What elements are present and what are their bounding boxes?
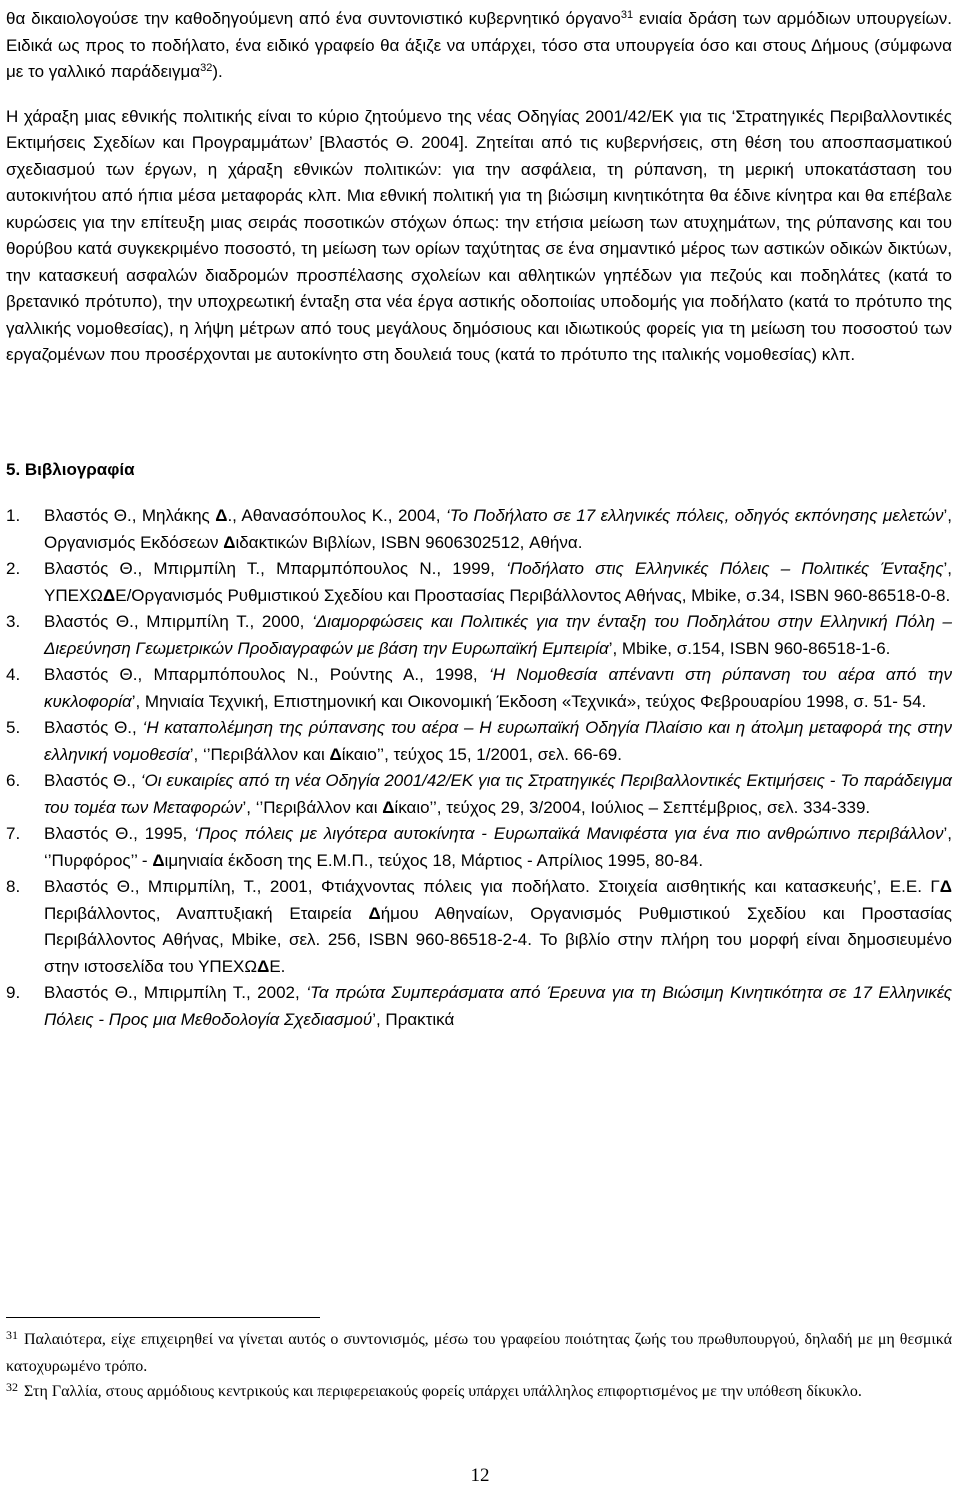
footnote-31 [6, 1327, 952, 1379]
bibliography-item [6, 874, 952, 980]
bibliography-number: 8. [6, 877, 21, 896]
bibliography-item: 5. Βλαστός Θ., ‘Η καταπολέμηση της ρύπανσης του αέρα – Η ευρωπαϊκή Οδηγία Πλαίσιο και η άτολμη μεταφορά της στην ελληνική νομοθεσία’, ‘’Περιβάλλον και Δίκαιο’’, τεύχος 15, 1/2001, σελ. 66-69. [6, 715, 952, 768]
bib-title: Τα πρώτα Συμπεράσματα από Έρευνα για τη Βιώσιμη Κινητικότητα σε 17 Ελληνικές Πόλεις - Προς μια Μεθοδολογία Σχεδιασμού [44, 983, 953, 1029]
footnote-separator [6, 1317, 320, 1318]
bib-bold-char: Δ [257, 956, 270, 976]
bib-text: ιμηνιαία έκδοση της Ε.Μ.Π., τεύχος 18, Μάρτιος - Απρίλιος 1995, 80-84. [164, 850, 704, 870]
bib-text: ίκαιο’’, τεύχος 15, 1/2001, σελ. 66-69. [341, 744, 622, 764]
bibliography-item: 7. Βλαστός Θ., 1995, ‘Προς πόλεις με λιγότερα αυτοκίνητα - Ευρωπαϊκά Μανιφέστα για ένα πιο ανθρώπινο περιβάλλον’, ‘’Πυρφόρος’’ - Διμηνιαία έκδοση της Ε.Μ.Π., τεύχος 18, Μάρτιος - Απρίλιος 1995, 80-84. [6, 821, 952, 874]
bibliography-item: 6. Βλαστός Θ., ‘Οι ευκαιρίες από τη νέα Οδηγία 2001/42/ΕΚ για τις Στρατηγικές Περιβαλλοντικές Εκτιμήσεις - Το παράδειγμα του τομέα των Μεταφορών’, ‘’Περιβάλλον και Δίκαιο’’, τεύχος 29, 3/2004, Ιούλιος – Σεπτέμβριος, σελ. 334-339. [6, 768, 952, 821]
bib-text: Βλαστός Θ., [44, 771, 141, 790]
bib-bold-char: Δ [223, 532, 236, 552]
bib-text: ’, Mbike, σ.154, ISBN 960-86518-1-6. [608, 638, 891, 658]
bib-text: Βλαστός Θ., Μηλάκης [44, 506, 216, 525]
bib-bold-char: Δ [368, 903, 381, 923]
intro-text-a: θα δικαιολογούσε την καθοδηγούμενη από ένα συντονιστικό κυβερνητικό όργανο [6, 9, 621, 28]
bib-title: Η Νομοθεσία απέναντι στη ρύπανση του αέρα από την κυκλοφορία [44, 665, 952, 711]
footnote-ref-31[interactable]: 31 [620, 9, 634, 21]
bib-text: ’, Μηνιαία Τεχνική, Επιστημονική και Οικονομική Έκδοση «Τεχνικά», τεύχος Φεβρουαρίου 1998, σ. 51- 54. [131, 691, 927, 711]
bib-text: ’, ‘’Περιβάλλον και [242, 797, 383, 817]
bibliography-number: 1. [6, 506, 21, 525]
bib-text: ’, ‘’Πυρφόρος’’ - [44, 824, 952, 870]
bibliography-number: 3. [6, 612, 21, 631]
bib-text: ’, ΥΠΕΧΩ [44, 559, 953, 605]
bib-text: Ε/Οργανισμός Ρυθμιστικού Σχεδίου και Προστασίας Περιβάλλοντος Αθήνας, Mbike, σ.34, ISBN 960-86518-0-8. [115, 585, 951, 605]
bib-text: Βλαστός Θ., Μπιρμπίλη, Τ., 2001, Φτιάχνοντας πόλεις για ποδήλατο. Στοιχεία αισθητικής και κατασκευής’, Ε.Ε. Γ [44, 877, 940, 896]
bib-title: Το Ποδήλατο σε 17 ελληνικές πόλεις, οδηγός εκπόνησης μελετών [449, 506, 944, 525]
bibliography-list [6, 503, 952, 1033]
bib-text: ιδακτικών Βιβλίων, ISBN 9606302512, Αθήνα. [235, 532, 583, 552]
bib-text: Βλαστός Θ., Μπιρμπίλη Τ., 2000, [44, 612, 313, 631]
intro-paragraph [6, 6, 952, 86]
intro-text-b: ενιαία δράση των αρμόδιων υπουργείων. Ειδικά ως προς το ποδήλατο, ένα ειδικό γραφείο θα άξιζε να υπάρχει, τόσο στα υπουργεία όσο και στους Δήμους (σύμφωνα με το γαλλικό παράδειγμα [6, 9, 952, 81]
bib-text: ήμου Αθηναίων, Οργανισμός Ρυθμιστικού Σχεδίου και Προστασίας Περιβάλλοντος Αθήνας, Mbike, σελ. 256, ISBN 960-86518-2-4. Το βιβλίο στην πλήρη του μορφή είναι δημοσιευμένο στην ιστοσελίδα του ΥΠΕΧΩ [44, 903, 953, 976]
bib-text: ίκαιο’’, τεύχος 29, 3/2004, Ιούλιος – Σεπτέμβριος, σελ. 334-339. [394, 797, 871, 817]
bib-bold-char: Δ [329, 744, 342, 764]
bib-title: Ποδήλατο στις Ελληνικές Πόλεις – Πολιτικές Ένταξης [509, 559, 944, 578]
bib-text: Περιβάλλοντος, Αναπτυξιακή Εταιρεία [44, 903, 369, 923]
bib-bold-char: Δ [103, 585, 116, 605]
bib-bold-char: Δ [215, 506, 228, 525]
main-paragraph: Η χάραξη μιας εθνικής πολιτικής είναι το κύριο ζητούμενο της νέας Οδηγίας 2001/42/ΕΚ για τις ‘Στρατηγικές Περιβαλλοντικές Εκτιμήσεις Σχεδίων και Προγραμμάτων’ [Βλαστός Θ. 2004]. Ζητείται από τις κυβερνήσεις, στη θέση του αποσπασματικού σχεδιασμού των έργων, η χάραξη εθνικών πολιτικών: για την ασφάλεια, τη ρύπανση, τη μερική υποκατάσταση του αυτοκινήτου από ήπια μέσα μεταφοράς κλπ. Μια εθνική πολιτική για τη βιώσιμη κινητικότητα θα έδινε κίνητρα και θα επέβαλε κυρώσεις για την επίτευξη μιας σειράς ποσοτικών στόχων όπως: την ετήσια μείωση των ατυχημάτων, της ρύπανσης και του θορύβου κατά συγκεκριμένο ποσοστό, τη μείωση των ορίων ταχύτητας σε ένα σημαντικό μέρος των αστικών οδικών δικτύων, την κατασκευή ασφαλών διαδρομών προσπέλασης σχολείων και αθλητικών γηπέδων για πεζούς και ποδηλάτες (κατά το βρετανικό πρότυπο), την υποχρεωτική ένταξη στα νέα έργα αστικής οδοποιίας υποδομής για ποδήλατο (κατά το πρότυπο της γαλλικής νομοθεσίας), η λήψη μέτρων από τους μεγάλους δημόσιους και ιδιωτικούς φορείς για τη μείωση του ποσοστού των εργαζομένων που προσέρχονται με αυτοκίνητο στη δουλειά τους (κατά το πρότυπο της ιταλικής νομοθεσίας) κλπ. [6, 106, 952, 364]
bibliography-number: 2. [6, 559, 21, 578]
footnotes [6, 1327, 952, 1406]
bib-bold-char: Δ [152, 850, 165, 870]
footnote-32 [6, 1379, 952, 1406]
bib-text: ., Αθανασόπουλος Κ., 2004, [227, 506, 446, 525]
bib-text: Βλαστός Θ., Μπιρμπίλη Τ., 2002, [44, 983, 307, 1002]
footnote-number: 32 [6, 1380, 18, 1394]
bib-title: Οι ευκαιρίες από τη νέα Οδηγία 2001/42/ΕΚ για τις Στρατηγικές Περιβαλλοντικές Εκτιμήσεις - Το παράδειγμα του τομέα των Μεταφορών [44, 771, 952, 817]
bib-text: Βλαστός Θ., [44, 718, 143, 737]
bib-bold-char: Δ [939, 877, 952, 896]
footnote-text: Στη Γαλλία, στους αρμόδιους κεντρικούς και περιφερειακούς φορείς υπάρχει υπάλληλος επιφορτισμένος με την υπόθεση δίκυκλο. [24, 1383, 862, 1400]
bib-text: ’, Οργανισμός Εκδόσεων [44, 506, 952, 552]
section-heading: 5. Βιβλιογραφία [6, 459, 135, 479]
bib-text: ’, ‘’Περιβάλλον και [189, 744, 330, 764]
bibliography-item: 4. Βλαστός Θ., Μπαρμπόπουλος Ν., Ρούντης Α., 1998, ‘Η Νομοθεσία απέναντι στη ρύπανση του αέρα από την κυκλοφορία’, Μηνιαία Τεχνική, Επιστημονική και Οικονομική Έκδοση «Τεχνικά», τεύχος Φεβρουαρίου 1998, σ. 51- 54. [6, 662, 952, 715]
bib-text: Βλαστός Θ., Μπιρμπίλη Τ., Μπαρμπόπουλος Ν., 1999, [44, 559, 507, 578]
bib-title: Διαμορφώσεις και Πολιτικές για την ένταξη του Ποδηλάτου στην Ελληνική Πόλη – Διερεύνηση Γεωμετρικών Προδιαγραφών με βάση την Ευρωπαϊκή Εμπειρία [44, 612, 952, 658]
bib-text: ’, Πρακτικά [372, 1009, 455, 1029]
bibliography-number: 4. [6, 665, 21, 684]
bibliography-item: 1. Βλαστός Θ., Μηλάκης Δ., Αθανασόπουλος Κ., 2004, ‘Το Ποδήλατο σε 17 ελληνικές πόλεις, οδηγός εκπόνησης μελετών’, Οργανισμός Εκδόσεων Διδακτικών Βιβλίων, ISBN 9606302512, Αθήνα. [6, 503, 952, 556]
bib-bold-char: Δ [382, 797, 395, 817]
bib-title: Η καταπολέμηση της ρύπανσης του αέρα – Η ευρωπαϊκή Οδηγία Πλαίσιο και η άτολμη μεταφορά της στην ελληνική νομοθεσία [44, 718, 952, 764]
page-number: 12 [470, 1465, 490, 1486]
bib-text: Βλαστός Θ., Μπαρμπόπουλος Ν., Ρούντης Α., 1998, [44, 665, 489, 684]
bibliography-number: 7. [6, 824, 21, 843]
bib-text: Ε. [269, 956, 286, 976]
bibliography-number: 9. [6, 983, 21, 1002]
footnote-number: 31 [6, 1328, 18, 1342]
footnote-ref-32[interactable]: 32 [200, 62, 213, 74]
bibliography-number: 6. [6, 771, 21, 790]
bib-title: Προς πόλεις με λιγότερα αυτοκίνητα - Ευρωπαϊκά Μανιφέστα για ένα πιο ανθρώπινο περιβάλλον [197, 824, 944, 843]
bibliography-item: 2. Βλαστός Θ., Μπιρμπίλη Τ., Μπαρμπόπουλος Ν., 1999, ‘Ποδήλατο στις Ελληνικές Πόλεις – Πολιτικές Ένταξης’, ΥΠΕΧΩΔΕ/Οργανισμός Ρυθμιστικού Σχεδίου και Προστασίας Περιβάλλοντος Αθήνας, Mbike, σ.34, ISBN 960-86518-0-8. [6, 556, 952, 609]
intro-text-c: ). [212, 62, 223, 81]
bibliography-number: 5. [6, 718, 21, 737]
footnote-text: Παλαιότερα, είχε επιχειρηθεί να γίνεται αυτός ο συντονισμός, μέσω του γραφείου ποιότητας ζωής του πρωθυπουργού, δηλαδή με μη θεσμικά κατοχυρωμένο τρόπο. [6, 1331, 952, 1375]
bib-text: Βλαστός Θ., 1995, [44, 824, 195, 843]
bibliography-item: 3. Βλαστός Θ., Μπιρμπίλη Τ., 2000, ‘Διαμορφώσεις και Πολιτικές για την ένταξη του Ποδηλάτου στην Ελληνική Πόλη – Διερεύνηση Γεωμετρικών Προδιαγραφών με βάση την Ευρωπαϊκή Εμπειρία’, Mbike, σ.154, ISBN 960-86518-1-6. [6, 609, 952, 662]
bibliography-item: 9. Βλαστός Θ., Μπιρμπίλη Τ., 2002, ‘Τα πρώτα Συμπεράσματα από Έρευνα για τη Βιώσιμη Κινητικότητα σε 17 Ελληνικές Πόλεις - Προς μια Μεθοδολογία Σχεδιασμού’, Πρακτικά [6, 980, 952, 1033]
